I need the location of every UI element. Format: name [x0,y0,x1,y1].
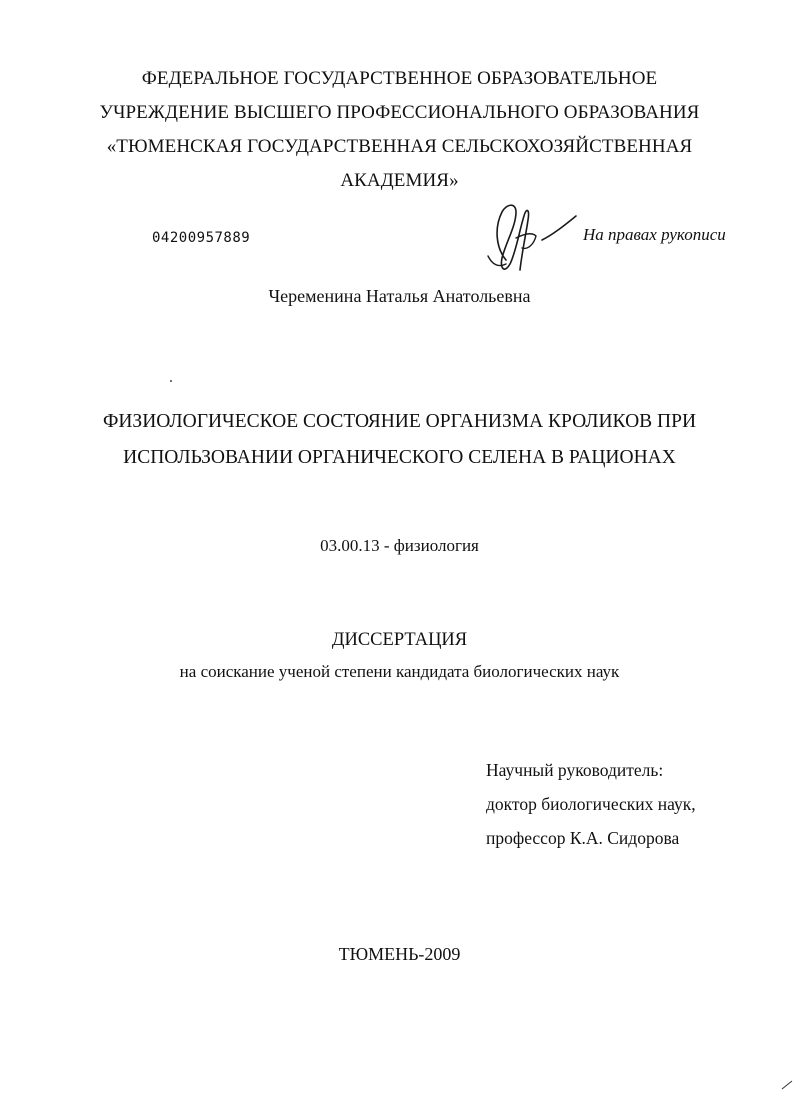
document-number: 04200957889 [152,230,251,246]
handwritten-signature [476,198,580,278]
supervisor-line: профессор К.А. Сидорова [486,828,680,848]
dissertation-title [0,404,799,476]
city-year: ТЮМЕНЬ-2009 [338,944,461,964]
document-type: ДИССЕРТАЦИЯ [331,630,468,650]
supervisor-line: Научный руководитель: [486,760,664,780]
rights-note: На правах рукописи [583,225,726,244]
title-line: ФИЗИОЛОГИЧЕСКОЕ СОСТОЯНИЕ ОРГАНИЗМА КРОЛИКОВ ПРИ [102,411,697,432]
institution-line: «ТЮМЕНСКАЯ ГОСУДАРСТВЕННАЯ СЕЛЬСКОХОЗЯЙСТВЕННАЯ [106,136,693,157]
author-name: Череменина Наталья Анатольевна [268,286,531,306]
institution-line: ФЕДЕРАЛЬНОЕ ГОСУДАРСТВЕННОЕ ОБРАЗОВАТЕЛЬНОЕ [141,68,658,89]
degree-statement: на соискание ученой степени кандидата биологических наук [179,662,620,681]
institution-name [0,62,799,198]
supervisor-line: доктор биологических наук, [486,794,696,814]
scan-speck [170,380,172,382]
institution-line: АКАДЕМИЯ» [340,170,459,191]
scan-mark [780,1080,794,1090]
title-line: ИСПОЛЬЗОВАНИИ ОРГАНИЧЕСКОГО СЕЛЕНА В РАЦИОНАХ [123,447,676,468]
institution-line: УЧРЕЖДЕНИЕ ВЫСШЕГО ПРОФЕССИОНАЛЬНОГО ОБРАЗОВАНИЯ [99,102,700,123]
specialty-code: 03.00.13 - физиология [320,536,479,555]
supervisor-block [486,753,696,855]
